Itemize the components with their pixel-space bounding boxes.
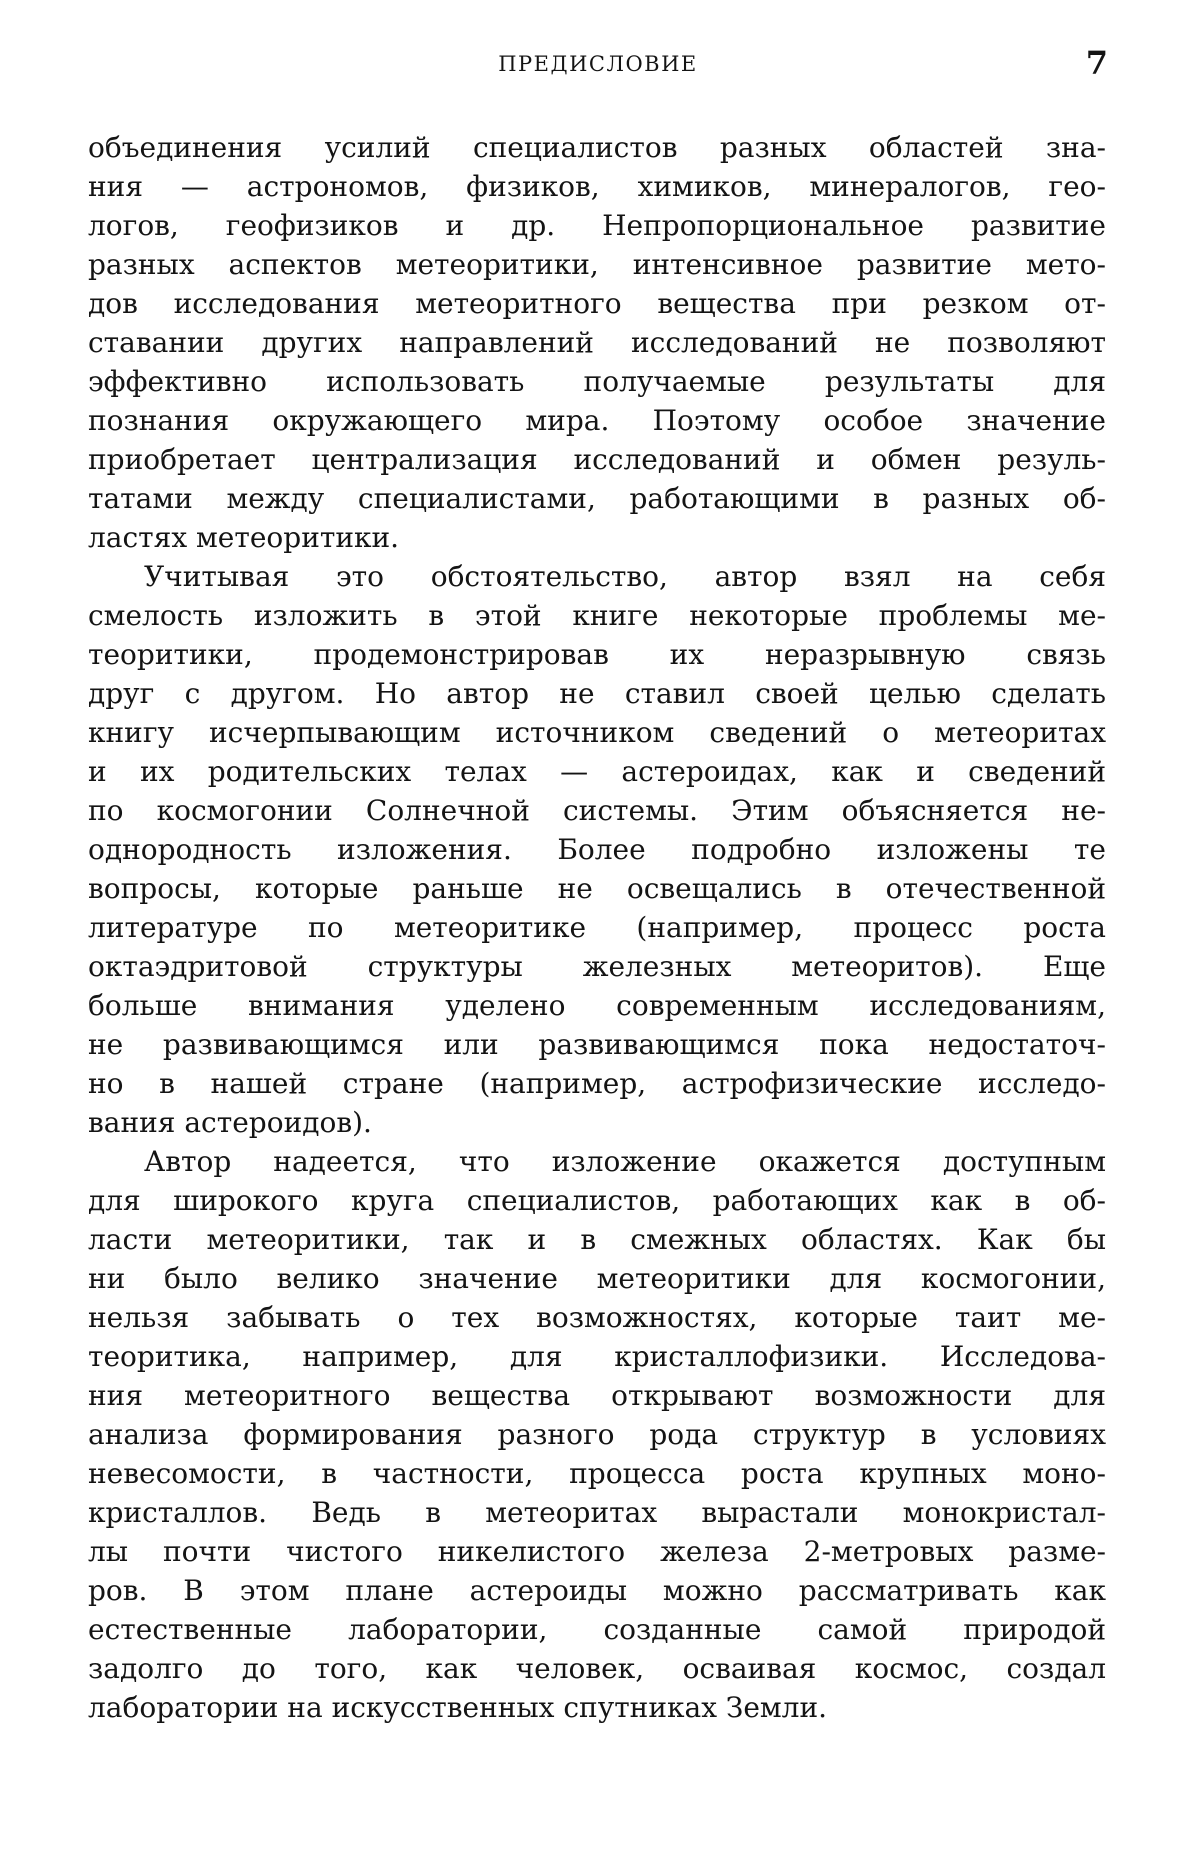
text-line: теоритика, например, для кристаллофизики. Исследова- <box>88 1340 1106 1373</box>
text-line: друг с другом. Но автор не ставил своей целью сделать <box>88 677 1106 710</box>
text-line: вопросы, которые раньше не освещались в отечественной <box>88 872 1106 905</box>
text-line: но в нашей стране (например, астрофизические исследо- <box>88 1067 1106 1100</box>
page-number: 7 <box>1085 44 1108 82</box>
text-line: логов, геофизиков и др. Непропорциональное развитие <box>88 209 1106 242</box>
text-line: Учитывая это обстоятельство, автор взял на себя <box>144 560 1106 593</box>
text-line: больше внимания уделено современным исследованиям, <box>88 989 1106 1022</box>
text-line: для широкого круга специалистов, работающих как в об- <box>88 1184 1106 1217</box>
text-line: ни было велико значение метеоритики для космогонии, <box>88 1262 1106 1295</box>
text-line: теоритики, продемонстрировав их неразрывную связь <box>88 638 1106 671</box>
text-line: анализа формирования разного рода структур в условиях <box>88 1418 1106 1451</box>
text-line: литературе по метеоритике (например, процесс роста <box>88 911 1106 944</box>
text-line: невесомости, в частности, процесса роста крупных моно- <box>88 1457 1106 1490</box>
text-line: лы почти чистого никелистого железа 2-метровых разме- <box>88 1535 1106 1568</box>
text-line: татами между специалистами, работающими в разных об- <box>88 482 1106 515</box>
paragraph-2 <box>88 557 1106 1142</box>
text-line: объединения усилий специалистов разных областей зна- <box>88 131 1106 164</box>
text-line: естественные лаборатории, созданные самой природой <box>88 1613 1106 1646</box>
running-head: ПРЕДИСЛОВИЕ <box>498 52 698 76</box>
paragraph-3 <box>88 1142 1106 1727</box>
page-header <box>88 44 1108 94</box>
text-line: эффективно использовать получаемые результаты для <box>88 365 1106 398</box>
text-line: лаборатории на искусственных спутниках Земли. <box>88 1691 828 1724</box>
text-line: не развивающимся или развивающимся пока недостаточ- <box>88 1028 1106 1061</box>
text-line: ния — астрономов, физиков, химиков, минералогов, гео- <box>88 170 1106 203</box>
text-line: и их родительских телах — астероидах, как и сведений <box>88 755 1106 788</box>
text-line: вания астероидов). <box>88 1106 372 1139</box>
text-line: ров. В этом плане астероиды можно рассматривать как <box>88 1574 1106 1607</box>
text-line: однородность изложения. Более подробно изложены те <box>88 833 1106 866</box>
text-line: ластях метеоритики. <box>88 521 400 554</box>
text-line: октаэдритовой структуры железных метеоритов). Еще <box>88 950 1106 983</box>
body-text <box>88 128 1106 1727</box>
text-line: задолго до того, как человек, осваивая космос, создал <box>88 1652 1106 1685</box>
text-line: ласти метеоритики, так и в смежных областях. Как бы <box>88 1223 1106 1256</box>
text-line: Автор надеется, что изложение окажется доступным <box>144 1145 1106 1178</box>
text-line: приобретает централизация исследований и обмен резуль- <box>88 443 1106 476</box>
text-line: разных аспектов метеоритики, интенсивное развитие мето- <box>88 248 1106 281</box>
text-line: ния метеоритного вещества открывают возможности для <box>88 1379 1106 1412</box>
text-line: смелость изложить в этой книге некоторые проблемы ме- <box>88 599 1106 632</box>
paragraph-1 <box>88 128 1106 557</box>
text-line: кристаллов. Ведь в метеоритах вырастали монокристал- <box>88 1496 1106 1529</box>
text-line: книгу исчерпывающим источником сведений о метеоритах <box>88 716 1106 749</box>
text-line: дов исследования метеоритного вещества при резком от- <box>88 287 1106 320</box>
text-line: ставании других направлений исследований не позволяют <box>88 326 1106 359</box>
text-line: нельзя забывать о тех возможностях, которые таит ме- <box>88 1301 1106 1334</box>
text-line: по космогонии Солнечной системы. Этим объясняется не- <box>88 794 1106 827</box>
text-line: познания окружающего мира. Поэтому особое значение <box>88 404 1106 437</box>
